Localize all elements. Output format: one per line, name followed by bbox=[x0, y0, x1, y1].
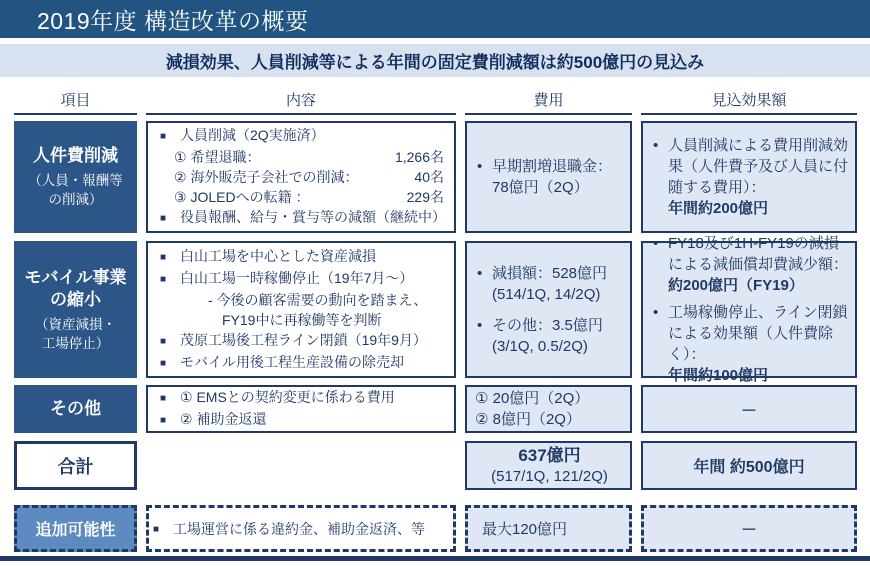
square-bullet-icon: ■ bbox=[160, 251, 167, 263]
row1-content-item1: ① 希望退職： 1,266名 bbox=[174, 149, 444, 165]
column-header-content: 内容 bbox=[146, 89, 456, 115]
row1-content-item3: ③ JOLEDへの転籍 ： 229名 bbox=[174, 189, 444, 205]
dot-bullet-icon: • bbox=[477, 264, 483, 282]
additional-effect-cell: － bbox=[641, 505, 857, 552]
total-cost-amount: 637億円 bbox=[518, 445, 581, 465]
row3-label-cell bbox=[14, 385, 137, 433]
row1-content-item2: ② 海外販売子会社での削減： 40名 bbox=[174, 169, 444, 185]
square-bullet-icon: ■ bbox=[160, 415, 167, 426]
row2-cost-item1: • 減損額：528億円 (514/1Q, 14/2Q) bbox=[477, 264, 608, 303]
dot-bullet-icon: • bbox=[477, 316, 483, 334]
table-row-total bbox=[0, 441, 870, 490]
row2-label-sub: （資産減損・ 工場停止） bbox=[35, 316, 116, 351]
table-row-other bbox=[0, 385, 870, 433]
row3-content-bullet2: ■ ② 補助金返還 bbox=[156, 409, 446, 431]
row1-content-bullet1: ■ 人員削減（2Q実施済） bbox=[156, 125, 446, 147]
total-cost-breakdown: (517/1Q, 121/2Q) bbox=[491, 467, 608, 485]
row1-content-bullet2: ■ 役員報酬、給与・賞与等の減額（継続中） bbox=[156, 207, 446, 229]
row2-content-bullet1: ■ 白山工場を中心とした資産減損 bbox=[156, 246, 446, 268]
row2-effect-item2: • 工場稼働停止、ライン閉鎖による効果額（人件費除く）： 年間約100億円 bbox=[653, 304, 848, 384]
dot-bullet-icon: • bbox=[653, 304, 659, 321]
dot-bullet-icon: • bbox=[653, 137, 659, 154]
title-bar bbox=[0, 0, 870, 38]
dot-bullet-icon: • bbox=[477, 158, 483, 175]
row2-effect-cell bbox=[641, 235, 857, 384]
table-row-additional bbox=[0, 505, 870, 552]
square-bullet-icon: ■ bbox=[160, 131, 167, 142]
row1-cost-item bbox=[475, 156, 624, 198]
row2-content-bullet3: ■ 茂原工場後工程ライン閉鎖（19年9月） bbox=[156, 330, 446, 352]
column-header-cost: 費用 bbox=[465, 89, 632, 115]
row2-cost-cell bbox=[465, 241, 632, 378]
total-effect-cell: 年間 約500億円 bbox=[641, 441, 857, 490]
row2-label-cell bbox=[14, 241, 137, 378]
square-bullet-icon: ■ bbox=[153, 524, 160, 535]
row2-content-cell bbox=[146, 241, 456, 378]
table-row-mobile bbox=[0, 235, 870, 384]
subtitle-text: 減損効果、人員削減等による年間の固定費削減額は約500億円の見込み bbox=[165, 53, 705, 72]
column-header-item: 項目 bbox=[14, 89, 137, 115]
row1-label-sub: （人員・報酬等 の削減） bbox=[28, 173, 123, 207]
square-bullet-icon: ■ bbox=[160, 273, 167, 285]
row1-label-cell bbox=[14, 121, 137, 233]
square-bullet-icon: ■ bbox=[160, 357, 167, 369]
row1-effect-item bbox=[651, 135, 849, 219]
row2-content-bullet2: ■ 白山工場一時稼働停止（19年7月～） bbox=[156, 268, 446, 290]
row2-cost-item2: • その他：3.5億円 (3/1Q, 0.5/2Q) bbox=[477, 316, 603, 355]
dot-bullet-icon: • bbox=[653, 235, 659, 252]
bottom-divider bbox=[0, 556, 870, 561]
row2-effect-item1: • FY18及び1H-FY19の減損による減価償却費減少額： 約200億円（FY19） bbox=[653, 235, 849, 294]
row1-cost-text: 早期割増退職金： 78億円（2Q） bbox=[492, 158, 613, 196]
table-row-personnel bbox=[0, 121, 870, 233]
row3-content-bullet1: ■ ① EMSとの契約変更に係わる費用 bbox=[156, 387, 446, 409]
total-spacer bbox=[146, 441, 456, 490]
row2-content-subline2: FY19中に再稼働等を判断 bbox=[222, 311, 382, 328]
row1-effect-cell bbox=[641, 121, 857, 233]
row3-cost-cell: ① 20億円（2Q） ② 8億円（2Q） bbox=[465, 385, 632, 433]
additional-label-cell: 追加可能性 bbox=[14, 505, 137, 552]
square-bullet-icon: ■ bbox=[160, 335, 167, 347]
total-label-cell: 合計 bbox=[14, 441, 137, 490]
square-bullet-icon: ■ bbox=[160, 393, 167, 404]
row1-effect-text: 人員削減による費用削減効果（人件費予及び人員に付随する費用）： 年間約200億円 bbox=[668, 137, 849, 217]
row3-effect-cell: － bbox=[641, 385, 857, 433]
row2-label-main: モバイル事業 の縮小 bbox=[24, 267, 127, 309]
row3-content-cell bbox=[146, 385, 456, 433]
square-bullet-icon: ■ bbox=[160, 213, 167, 224]
row2-content-subline1: - 今後の顧客需要の動向を踏まえ、 bbox=[208, 291, 428, 308]
row1-content-cell bbox=[146, 121, 456, 233]
row1-cost-cell bbox=[465, 121, 632, 233]
column-header-effect: 見込効果額 bbox=[641, 89, 857, 115]
row1-label-main: 人件費削減 bbox=[33, 146, 118, 165]
total-cost-cell bbox=[465, 441, 632, 490]
additional-cost-cell: 最大120億円 bbox=[465, 505, 632, 552]
page-title: 2019年度 構造改革の概要 bbox=[37, 7, 309, 34]
table-header-row bbox=[0, 91, 870, 115]
row3-label-main: その他 bbox=[50, 399, 101, 418]
subtitle-banner bbox=[0, 44, 870, 77]
row2-content-bullet4: ■ モバイル用後工程生産設備の除売却 bbox=[156, 352, 446, 374]
additional-content-cell: ■ 工場運営に係る違約金、補助金返済、等 bbox=[146, 505, 456, 552]
